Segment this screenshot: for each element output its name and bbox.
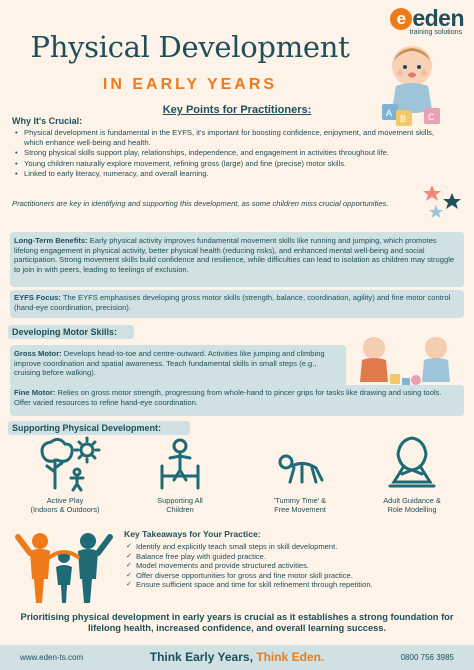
list-item: ✓ Model movements and provide structured activities.	[124, 561, 464, 571]
crawling-baby-icon	[272, 436, 328, 492]
fine-motor-label: Fine Motor:	[14, 388, 56, 397]
svg-text:B: B	[400, 114, 407, 124]
footer	[0, 645, 474, 670]
supporting-heading: Supporting Physical Development:	[8, 421, 190, 435]
adult-guidance-icon	[384, 436, 440, 492]
logo-wordmark: eden	[412, 5, 464, 31]
logo-tagline: training solutions	[409, 29, 462, 36]
child-icon	[152, 436, 208, 492]
eyfs-body: The EYFS emphasises developing gross motor skills (strength, balance, coordination, agility) and fine motor control (hand-eye coordination, precision).	[14, 293, 451, 312]
website-link[interactable]: www.eden-ts.com	[20, 653, 84, 662]
takeaways-label: Key Takeaways for Your Practice:	[124, 529, 261, 539]
fine-motor-text	[14, 388, 460, 407]
tree-sun-icon	[29, 436, 101, 492]
phone-number[interactable]: 0800 756 3985	[400, 653, 454, 662]
long-term-text	[14, 236, 460, 274]
family-icon	[14, 527, 114, 607]
eyfs-text	[14, 293, 460, 312]
support-label-line1: Adult Guidance &	[383, 496, 441, 505]
list-item: • Linked to early literacy, numeracy, and overall learning.	[12, 169, 452, 179]
why-label: Why It's Crucial:	[12, 116, 83, 126]
svg-text:C: C	[428, 112, 435, 122]
tagline-part1: Think Early Years,	[149, 650, 257, 664]
support-item-tummy-time	[250, 436, 350, 514]
eden-logo[interactable]	[368, 5, 464, 36]
fine-motor-panel	[10, 385, 464, 416]
long-term-benefits-panel	[10, 232, 464, 287]
list-item: ✓ Identify and explicitly teach small steps in skill development.	[124, 542, 464, 552]
gross-motor-text	[14, 349, 342, 378]
eyfs-label: EYFS Focus:	[14, 293, 61, 302]
gross-motor-body: Develops head-to-toe and centre-outward. Activities like jumping and climbing improve coordination and spatial awareness. Teach fundamental skills in small steps (e.g., cruising before walking).	[14, 349, 325, 378]
list-item: • Young children naturally explore movement, refining gross (large) and fine (precise) motor skills.	[12, 159, 452, 169]
fine-motor-body: Relies on gross motor strength, progressing from whole-hand to pincer grips for tasks like drawing and using tools. Offer varied resources to refine hand-eye coordination.	[14, 388, 442, 407]
gross-motor-panel	[10, 345, 346, 387]
support-label-line1: Active Play	[46, 496, 84, 505]
logo-e-icon: e	[390, 8, 412, 30]
tagline-part2: Think Eden.	[256, 650, 325, 664]
page-subtitle: IN EARLY YEARS	[102, 76, 278, 93]
support-label-line1: Supporting All	[157, 496, 203, 505]
stars-icon	[422, 183, 462, 221]
page-title: Physical Development	[30, 30, 350, 64]
list-item: • Strong physical skills support play, relationships, independence, and engagement in activities throughout life.	[12, 148, 452, 158]
support-label-line2: Role Modelling	[387, 505, 437, 514]
practitioner-note: Practitioners are key in identifying and supporting this development, as some children miss crucial opportunities.	[12, 199, 389, 208]
support-label-line1: 'Tummy Time' &	[273, 496, 327, 505]
gross-motor-label: Gross Motor:	[14, 349, 62, 358]
key-points-heading: Key Points for Practitioners:	[162, 104, 312, 116]
closing-statement: Prioritising physical development in early years is crucial as it establishes a strong foundation for lifelong health, increased confidence, and overall learning success.	[20, 612, 454, 633]
motor-skills-heading: Developing Motor Skills:	[8, 325, 134, 339]
takeaways-section	[124, 529, 464, 590]
support-label-line2: (Indoors & Outdoors)	[30, 505, 100, 514]
list-item: ✓ Balance free play with guided practice.	[124, 552, 464, 562]
support-icons-row	[10, 436, 464, 536]
support-label-line2: Free Movement	[274, 505, 326, 514]
eyfs-focus-panel	[10, 290, 464, 318]
long-term-label: Long-Term Benefits:	[14, 236, 88, 245]
children-playing-illustration	[346, 334, 464, 390]
svg-text:A: A	[386, 108, 393, 118]
long-term-body: Early physical activity improves fundamental movement skills like running and jumping, which promotes lifelong engagement in physical activity, better physical health (reducing risks), and enhanced mental well-being and social participation. Strong movement skills build confidence and resilience, while difficulties can lead to isolation as children may struggle to join in with peers, leading to feelings of exclusion.	[14, 236, 455, 274]
support-item-active-play	[10, 436, 120, 514]
list-item: ✓ Offer diverse opportunities for gross and fine motor skill practice.	[124, 571, 464, 581]
why-list	[12, 128, 452, 179]
support-item-adult-guidance	[360, 436, 464, 514]
support-item-all-children	[130, 436, 230, 514]
takeaways-list	[124, 542, 464, 590]
why-section	[12, 116, 452, 180]
support-label-line2: Children	[166, 505, 194, 514]
list-item: ✓ Ensure sufficient space and time for skill refinement through repetition.	[124, 580, 464, 590]
list-item: • Physical development is fundamental in the EYFS, it's important for boosting confidence, enjoyment, and movement skills, which enhance well-being and health.	[12, 128, 452, 147]
